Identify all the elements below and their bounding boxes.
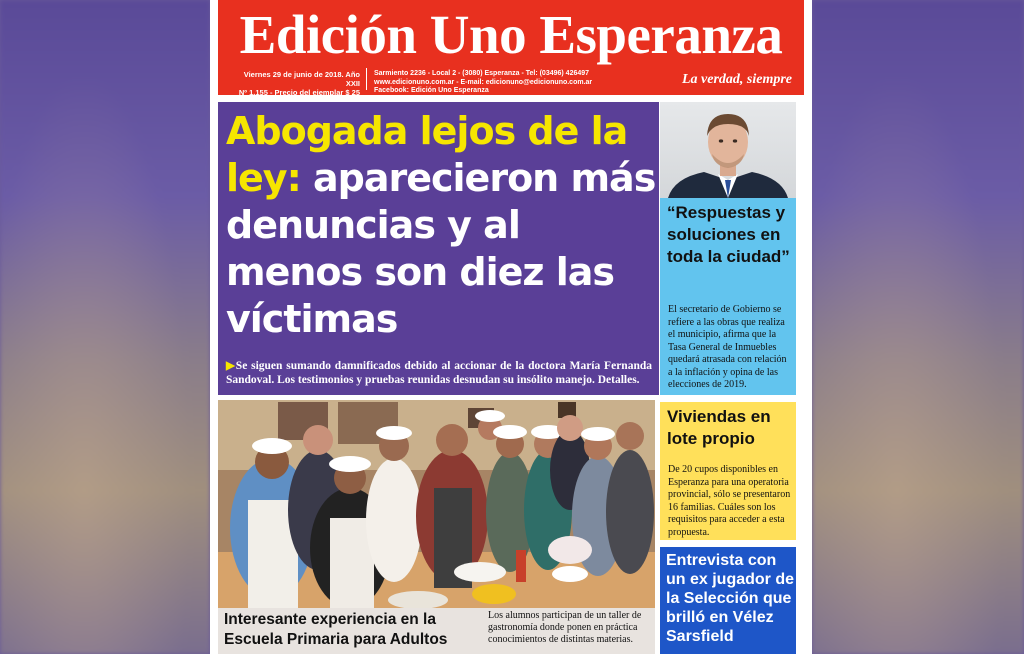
school-story[interactable] [218,608,655,654]
interview-title: “Respuestas y soluciones en toda la ciudad” [667,203,790,266]
contact-info [374,70,614,96]
official-portrait-photo [660,102,796,198]
main-summary [226,359,652,387]
school-title: Interesante experiencia en la Escuela Primaria para Adultos [224,611,448,648]
web-line: www.edicionuno.com.ar - E-mail: edicionuno@edicionuno.com.ar [374,78,593,86]
blurred-background-right [812,0,1024,654]
issue-info [230,70,360,97]
sports-story[interactable] [660,547,796,654]
interview-text: El secretario de Gobierno se refiere a las obras que realiza el municipio, afirma que la Tasa General de Inmuebles quedará atrasada con relación a la inflación y opina de las elecciones de 2019. [668,304,787,390]
facebook-line: Facebook: Edición Uno Esperanza [374,87,489,94]
school-text: Los alumnos participan de un taller de gastronomía donde ponen en práctica conocimientos de distintas materias. [488,610,642,645]
masthead [218,0,804,95]
main-headline [226,108,656,343]
summary-text: Se siguen sumando damnificados debido al accionar de la doctora María Fernanda Sandoval. Los testimonios y pruebas reunidas desnudan su insólito manejo. Detalles. [226,360,652,386]
newspaper-title: Edición Uno Esperanza [239,4,783,65]
cooking-class-photo [218,400,655,608]
housing-text: De 20 cupos disponibles en Esperanza para una operatoria provincial, sólo se presentaron 16 familias. Cuáles son los requisitos para acceder a esta propuesta. [668,464,791,538]
arrow-icon: ▶ [226,360,236,372]
issue-line: Nº 1.155 - Precio del ejemplar $ 25 [238,88,360,97]
date-line: Viernes 29 de junio de 2018. Año XXII [243,70,360,88]
headline-highlight: Abogada lejos de la ley: [226,109,628,200]
blurred-background-left [0,0,210,654]
cooking-class-illustration [218,400,655,608]
housing-title: Viviendas en lote propio [667,407,771,448]
sports-title: Entrevista con un ex jugador de la Selección que brilló en Vélez Sarsfield [666,552,795,645]
housing-story[interactable] [660,402,796,540]
portrait-illustration [660,102,796,198]
slogan: La verdad, siempre [681,72,792,87]
address-line: Sarmiento 2236 - Local 2 - (3080) Esperanza - Tel: (03496) 426497 [374,70,590,77]
main-story[interactable] [218,102,659,395]
newspaper-front-page [210,0,812,654]
interview-story[interactable] [660,198,796,395]
headline-rest: aparecieron más denuncias y al menos son diez las víctimas [226,156,656,341]
masthead-divider [366,68,367,90]
